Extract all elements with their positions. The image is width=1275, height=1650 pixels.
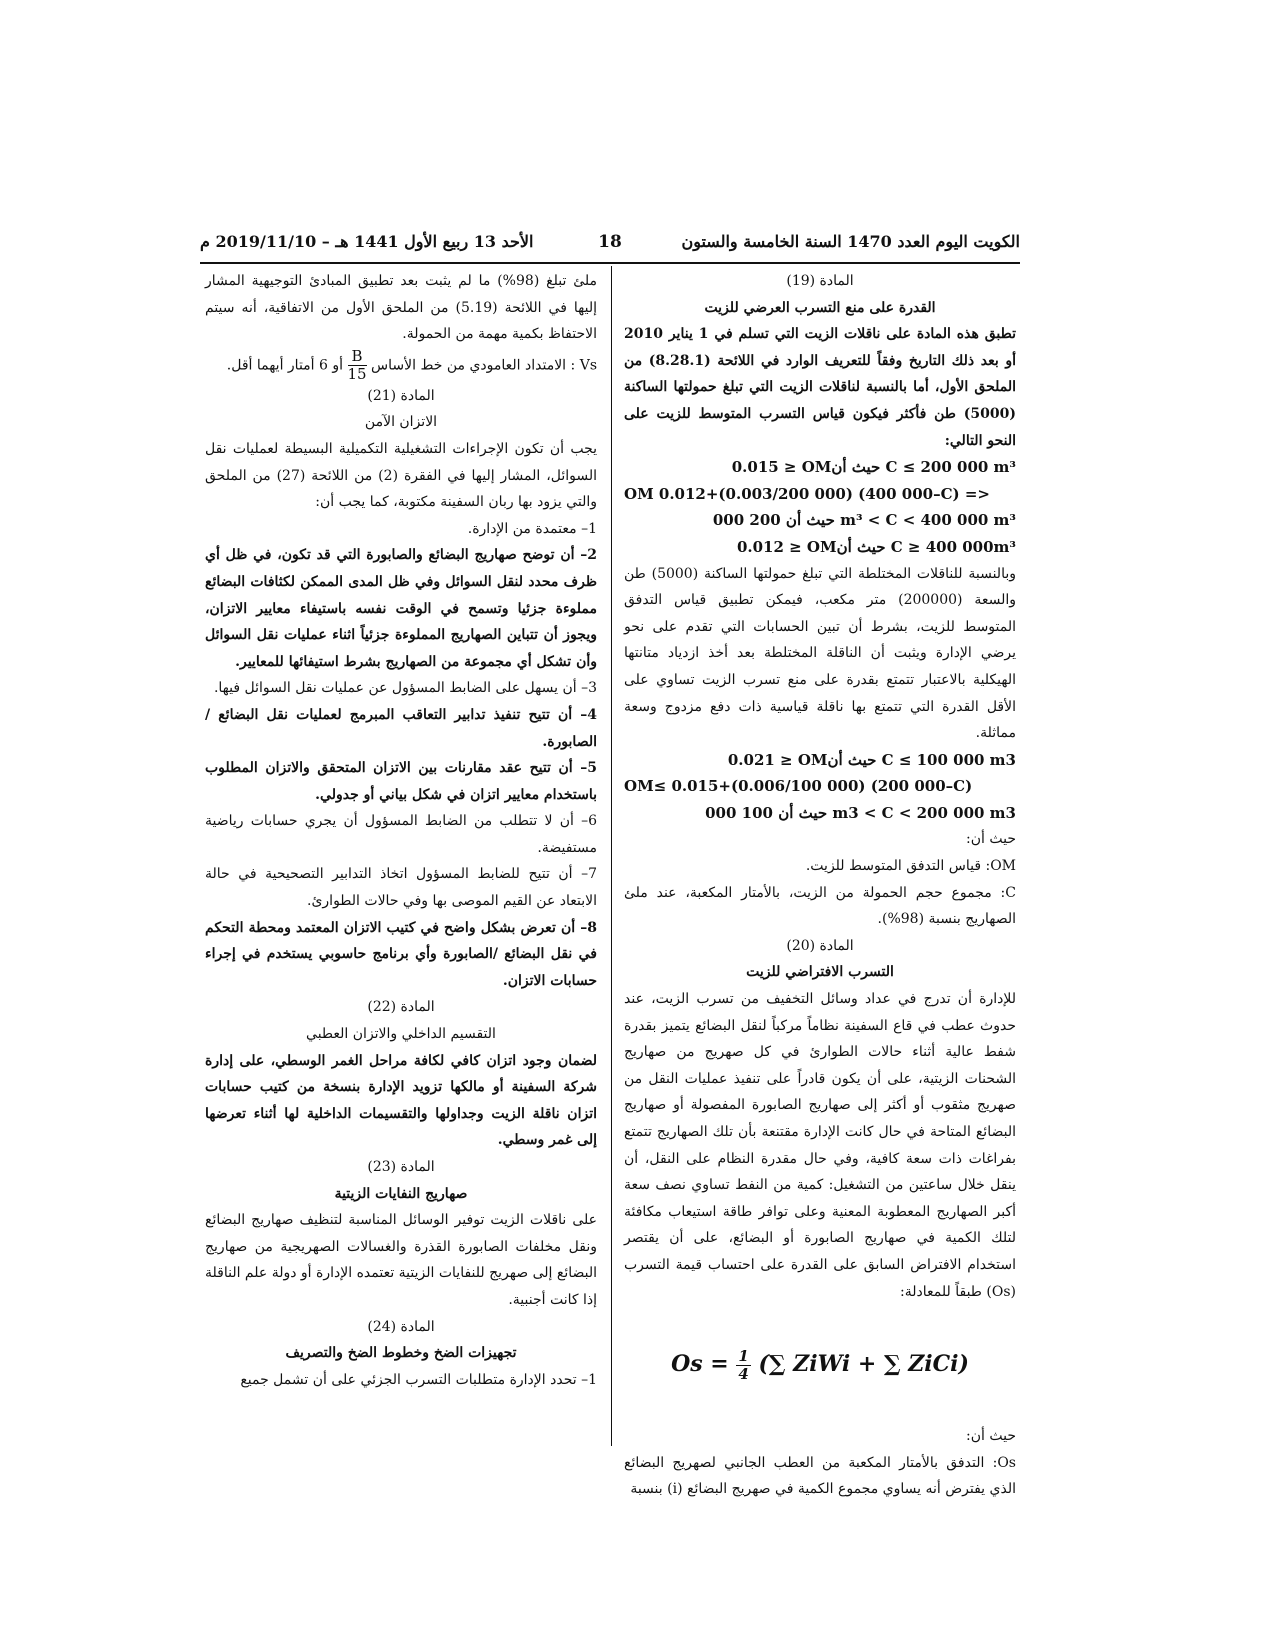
continued-paragraph: ملئ تبلغ (98%) ما لم يثبت بعد تطبيق المبادئ التوجيهية المشار إليها في اللائحة (5.19) من الملحق الأول من الاتفاقية، أنه سيتم الاحتفاظ بكمية مهمة من الحمولة. — [205, 273, 598, 343]
article-19-heading: القدرة على منع التسرب العرضي للزيت — [704, 299, 936, 316]
left-column — [205, 268, 597, 1393]
formula-7: حيث أن 100 000 m3 < C < 200 000 m3 — [705, 803, 1016, 822]
column-divider — [611, 266, 612, 1446]
formula-3: حيث أن 200 000 m³ < C < 400 000 m³ — [712, 511, 1016, 530]
article-20-paragraph: للإدارة أن تدرج في عداد وسائل التخفيف من تسرب الزيت، عند حدوث عطب في قاع السفينة نظاماً مركباً لنقل البضائع يتميز بقدرة شفط عالية أثناء حالات الطوارئ في كل صهريج من صهاريج الشحنات الزيتية، على أن يكون قادراً على تنفيذ عمليات النقل من صهريج مثقوب أو أكثر إلى صهاريج الصابورة المفصولة أو صهاريج البضائع المتاحة في حال كانت الإدارة مقتنعة بأن تلك الصهاريج تتمتع بفراغات ذات سعة كافية، وفي حال مقدرة النظام على النقل، أن ينقل خلال ساعتين من التشغيل: كمية من النفط تساوي نصف سعة أكبر الصهاريج المعطوبة المعنية وعلى توافر طاقة استيعاب مكافئة لتلك الكمية في صهاريج الصابورة أو البضائع، على أن يقتصر استخدام الافتراض السابق على القدرة على احتساب قيمة التسرب (Os) طبقاً للمعادلة: — [624, 991, 1016, 1300]
equation-denominator: 4 — [738, 1364, 749, 1383]
list-item-4: 4– أن تتيح تنفيذ تدابير التعاقب المبرمج لعمليات نقل البضائع /الصابورة. — [205, 706, 597, 750]
article-19-paragraph-2: وبالنسبة للناقلات المختلطة التي تبلغ حمولتها الساكنة (5000) طن والسعة (200000) متر مكعب، فيمكن تطبيق قياس التدفق المتوسط للزيت، بشرط أن تبين الحسابات التي تقدم على نحو يرضي الإدارة ويثبت أن الناقلة المختلطة بعد أخذ ازدياد متانتها الهيكلية بالاعتبار تتمتع بقدرة على منع تسرب الزيت تساوي على الأقل القدرة التي تتمتع بها ناقلة قياسية ذات دفع مزدوج وسعة مماثلة. — [624, 565, 1016, 742]
equation-fraction — [736, 1348, 750, 1383]
article-24-item-1: 1– تحدد الإدارة متطلبات التسرب الجزئي على أن تشمل جميع — [240, 1371, 597, 1388]
where-label: حيث أن: — [966, 831, 1016, 848]
right-column — [624, 268, 1016, 1503]
article-22-paragraph: لضمان وجود اتزان كافي لكافة مراحل الغمر الوسطي، على إدارة شركة السفينة أو مالكها تزويد الإدارة بنسخة من كتيب حسابات اتزان ناقلة الزيت وجداولها والتقسيمات الداخلية لها أثناء تعرضها إلى غمر وسطي. — [205, 1052, 597, 1149]
article-24-title: المادة (24) — [367, 1318, 435, 1335]
formula-2: OM 0.012+(0.003/200 000) (400 000–C) => — [624, 484, 990, 503]
equation-rhs: (∑ ZiWi + ∑ ZiCi) — [758, 1351, 969, 1378]
header-publication: الكويت اليوم العدد 1470 السنة الخامسة والستون — [681, 232, 1020, 251]
c-definition: C: مجموع حجم الحمولة من الزيت، بالأمتار المكعبة، عند ملئ الصهاريج بنسبة (98%). — [624, 884, 1016, 928]
article-21-title: المادة (21) — [367, 387, 435, 404]
om-definition: OM: قياس التدفق المتوسط للزيت. — [805, 858, 1016, 875]
vs-definition — [205, 348, 597, 383]
article-20-heading: التسرب الافتراضي للزيت — [746, 964, 894, 981]
article-19-paragraph: تطبق هذه المادة على ناقلات الزيت التي تسلم في 1 يناير 2010 أو بعد ذلك التاريخ وفقاً للتعريف الوارد في اللائحة (8.28.1) من الملحق الأول، أما بالنسبة لناقلات الزيت التي تبلغ حمولتها الساكنة (5000) طن فأكثر فيكون قياس التسرب المتوسط للزيت على النحو التالي: — [624, 326, 1017, 449]
header-rule — [200, 262, 1020, 264]
formula-1: 0.015 ≥ OMحيث أن C ≤ 200 000 m³ — [731, 458, 1016, 477]
vs-tail: أو 6 أمتار أيهما أقل. — [226, 357, 344, 374]
article-23-paragraph: على ناقلات الزيت توفير الوسائل المناسبة لتنظيف صهاريج البضائع ونقل مخلفات الصابورة القذرة والغسالات الصهريجية من صهاريج البضائع إلى صهريج للنفايات الزيتية تعتمده الإدارة أو دولة علم الناقلة إذا كانت أجنبية. — [205, 1212, 597, 1308]
outflow-equation — [624, 1305, 1016, 1423]
header-page-number: 18 — [598, 232, 622, 252]
vs-lead: Vs : الامتداد العامودي من خط الأساس — [371, 357, 597, 374]
article-20-title: المادة (20) — [786, 937, 854, 954]
article-21-paragraph: يجب أن تكون الإجراءات التشغيلية التكميلية البسيطة لعمليات نقل السوائل، المشار إليها في الفقرة (2) من اللائحة (27) من الملحق والتي يزود بها ربان السفينة مكتوبة، كما يجب أن: — [205, 440, 597, 511]
list-item-6: 6– أن لا تتطلب من الضابط المسؤول أن يجري حسابات رياضية مستفيضة. — [205, 813, 597, 856]
article-19-title: المادة (19) — [786, 273, 854, 289]
list-item-7: 7– أن تتيح للضابط المسؤول اتخاذ التدابير التصحيحية في حالة الابتعاد عن القيم الموصى بها وفي حالات الطوارئ. — [205, 866, 597, 910]
formula-5: 0.021 ≥ OMحيث أن C ≤ 100 000 m3 — [727, 750, 1016, 769]
list-item-3: 3– أن يسهل على الضابط المسؤول عن عمليات نقل السوائل فيها. — [213, 680, 597, 697]
vs-fraction — [348, 348, 367, 383]
list-item-1: 1– معتمدة من الإدارة. — [467, 520, 597, 537]
list-item-5: 5– أن تتيح عقد مقارنات بين الاتزان المتحقق والاتزان المطلوب باستخدام معايير اتزان في شكل بياني أو جدولي. — [205, 760, 597, 803]
where-label-2: حيث أن: — [966, 1428, 1016, 1445]
header-date: الأحد 13 ربيع الأول 1441 هـ – 2019/11/10 م — [200, 232, 534, 251]
equation-lhs: Os = — [671, 1351, 729, 1378]
article-21-heading: الاتزان الآمن — [364, 414, 438, 431]
vs-denominator: 15 — [347, 364, 367, 383]
article-22-heading: التقسيم الداخلي والاتزان العطبي — [306, 1026, 496, 1043]
list-item-2: 2– أن توضح صهاريج البضائع والصابورة التي قد تكون، في ظل أي ظرف محدد لنقل السوائل وفي ظل المدى الممكن لكثافات البضائع مملوءة جزئيا وتسمح في الوقت نفسه باستيفاء معايير الاتزان، ويجوز أن تتباين الصهاريج المملوءة جزئياً اثناء عمليات نقل السوائل وأن تشكل أي مجموعة من الصهاريج بشرط استيفائها للمعايير. — [205, 547, 597, 670]
article-23-heading: صهاريج النفايات الزيتية — [334, 1185, 468, 1202]
vs-numerator: B — [348, 348, 367, 366]
formula-6: OM≤ 0.015+(0.006/100 000) (200 000–C) — [624, 777, 973, 796]
equation-numerator: 1 — [738, 1346, 749, 1365]
formula-4: 0.012 ≥ OMحيث أن C ≥ 400 000m³ — [736, 537, 1016, 556]
list-item-8: 8– أن تعرض بشكل واضح في كتيب الاتزان المعتمد ومحطة التحكم في نقل البضائع /الصابورة وأي برنامج حاسوبي يستخدم في إجراء حسابات الاتزان. — [205, 919, 597, 989]
os-definition: Os: التدفق بالأمتار المكعبة من العطب الجانبي لصهريج البضائع الذي يفترض أنه يساوي مجموع الكمية في صهريج البضائع (i) بنسبة — [624, 1454, 1016, 1498]
page-header — [200, 232, 1020, 258]
article-24-heading: تجهيزات الضخ وخطوط الضخ والتصريف — [285, 1345, 517, 1362]
article-22-title: المادة (22) — [367, 999, 435, 1016]
article-23-title: المادة (23) — [367, 1159, 435, 1175]
